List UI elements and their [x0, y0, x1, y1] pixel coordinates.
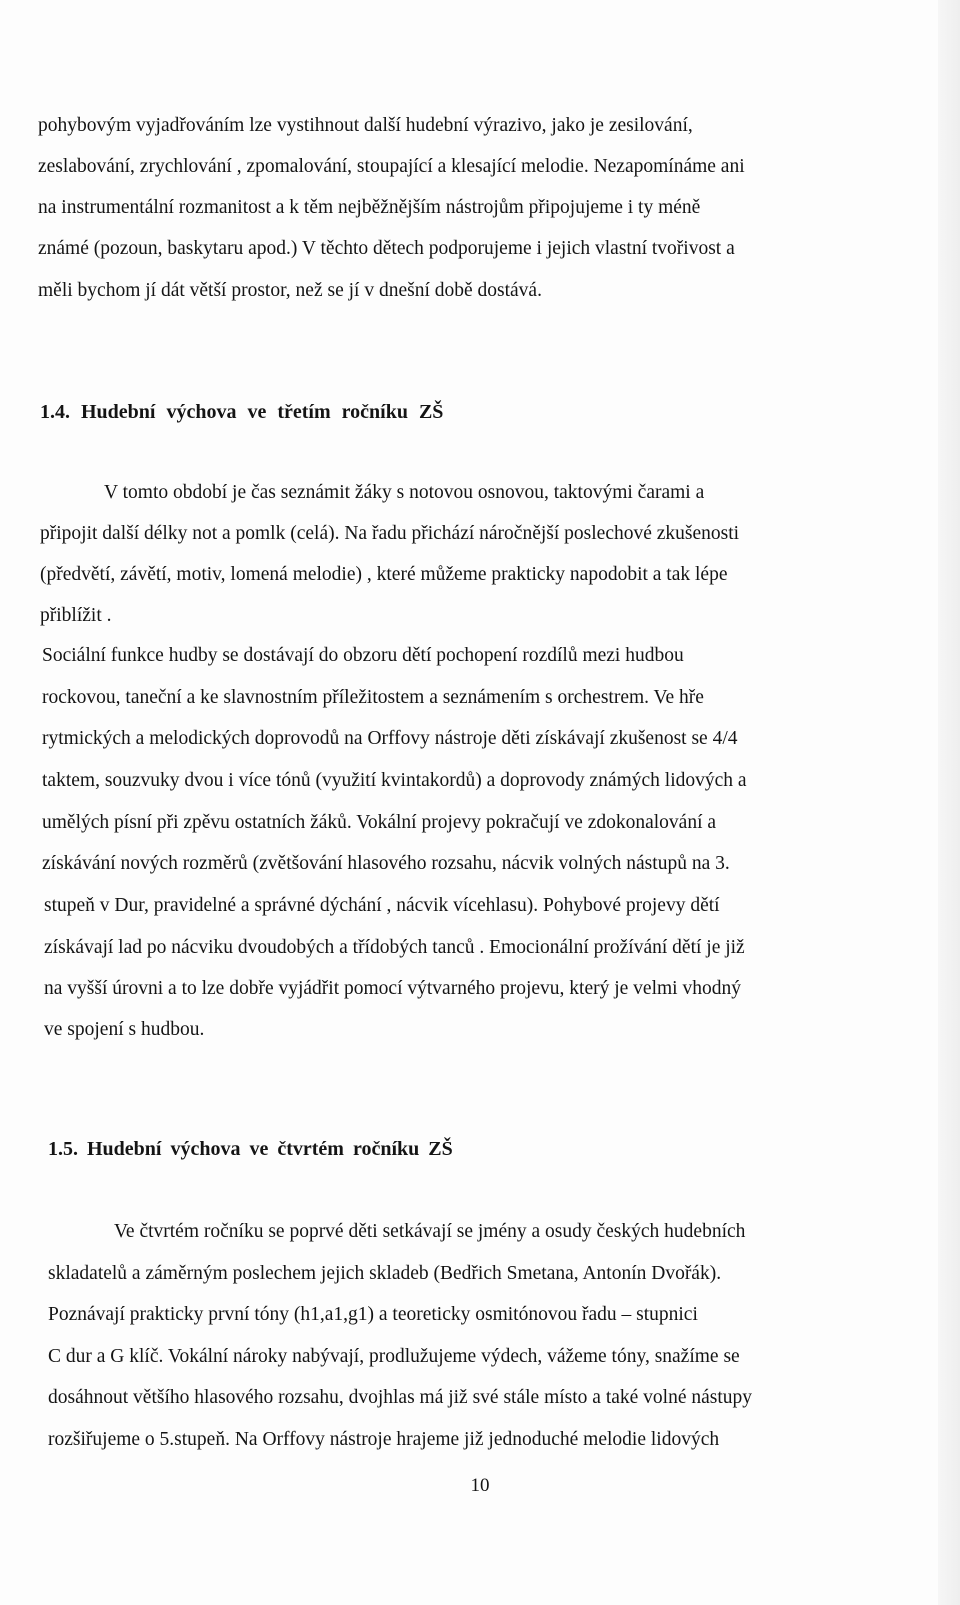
- section-heading-1-4: 1.4. Hudební výchova ve třetím ročníku ZŠ: [40, 401, 444, 423]
- text-line: dosáhnout většího hlasového rozsahu, dvojhlas má již své stále místo a také volné nástupy: [48, 1387, 753, 1408]
- text-line: na vyšší úrovni a to lze dobře vyjádřit pomocí výtvarného projevu, který je velmi vhodný: [44, 978, 741, 999]
- text-line: rockovou, taneční a ke slavnostním příležitostem a seznámením s orchestrem. Ve hře: [42, 687, 704, 708]
- text-line: taktem, souzvuky dvou i více tónů (využití kvintakordů) a doprovody známých lidových a: [42, 770, 747, 791]
- text-line: získávání nových rozměrů (zvětšování hlasového rozsahu, nácvik volných nástupů na 3.: [42, 853, 730, 874]
- text-line: stupeň v Dur, pravidelné a správné dýchání , nácvik vícehlasu). Pohybové projevy dětí: [44, 895, 720, 916]
- text-line: Sociální funkce hudby se dostávají do obzoru dětí pochopení rozdílů mezi hudbou: [42, 645, 684, 666]
- text-line: rytmických a melodických doprovodů na Orffovy nástroje děti získávají zkušenost se 4/4: [42, 728, 738, 749]
- text-line: známé (pozoun, baskytaru apod.) V těchto dětech podporujeme i jejich vlastní tvořivost a: [38, 238, 735, 259]
- page-edge-shadow: [938, 0, 960, 1605]
- text-line: ve spojení s hudbou.: [44, 1019, 205, 1040]
- section-heading-1-5: 1.5. Hudební výchova ve čtvrtém ročníku ZŠ: [48, 1138, 453, 1160]
- text-line: zeslabování, zrychlování , zpomalování, stoupající a klesající melodie. Nezapomínáme ani: [38, 156, 745, 177]
- text-line: C dur a G klíč. Vokální nároky nabývají, prodlužujeme výdech, vážeme tóny, snažíme se: [48, 1346, 740, 1367]
- text-line: připojit další délky not a pomlk (celá). Na řadu přichází náročnější poslechové zkušenosti: [40, 523, 740, 544]
- text-line: Ve čtvrtém ročníku se poprvé děti setkávají se jmény a osudy českých hudebních: [114, 1221, 746, 1242]
- text-line: umělých písní při zpěvu ostatních žáků. Vokální projevy pokračují ve zdokonalování a: [42, 812, 717, 833]
- text-line: získávají lad po nácviku dvoudobých a třídobých tanců . Emocionální prožívání dětí je již: [44, 937, 745, 958]
- text-line: V tomto období je čas seznámit žáky s notovou osnovou, taktovými čarami a: [104, 482, 705, 503]
- text-line: na instrumentální rozmanitost a k těm nejběžnějším nástrojům připojujeme i ty méně: [38, 197, 701, 218]
- text-line: skladatelů a záměrným poslechem jejich skladeb (Bedřich Smetana, Antonín Dvořák).: [48, 1263, 722, 1284]
- text-line: pohybovým vyjadřováním lze vystihnout další hudební výrazivo, jako je zesilování,: [38, 115, 693, 136]
- text-line: měli bychom jí dát větší prostor, než se jí v dnešní době dostává.: [38, 280, 542, 301]
- text-line: přiblížit .: [40, 605, 112, 626]
- text-line: rozšiřujeme o 5.stupeň. Na Orffovy nástroje hrajeme již jednoduché melodie lidových: [48, 1429, 720, 1450]
- page-number: 10: [470, 1475, 490, 1496]
- text-line: Poznávají prakticky první tóny (h1,a1,g1) a teoreticky osmitónovou řadu – stupnici: [48, 1304, 698, 1325]
- text-line: (předvětí, závětí, motiv, lomená melodie) , které můžeme prakticky napodobit a tak lépe: [40, 564, 728, 585]
